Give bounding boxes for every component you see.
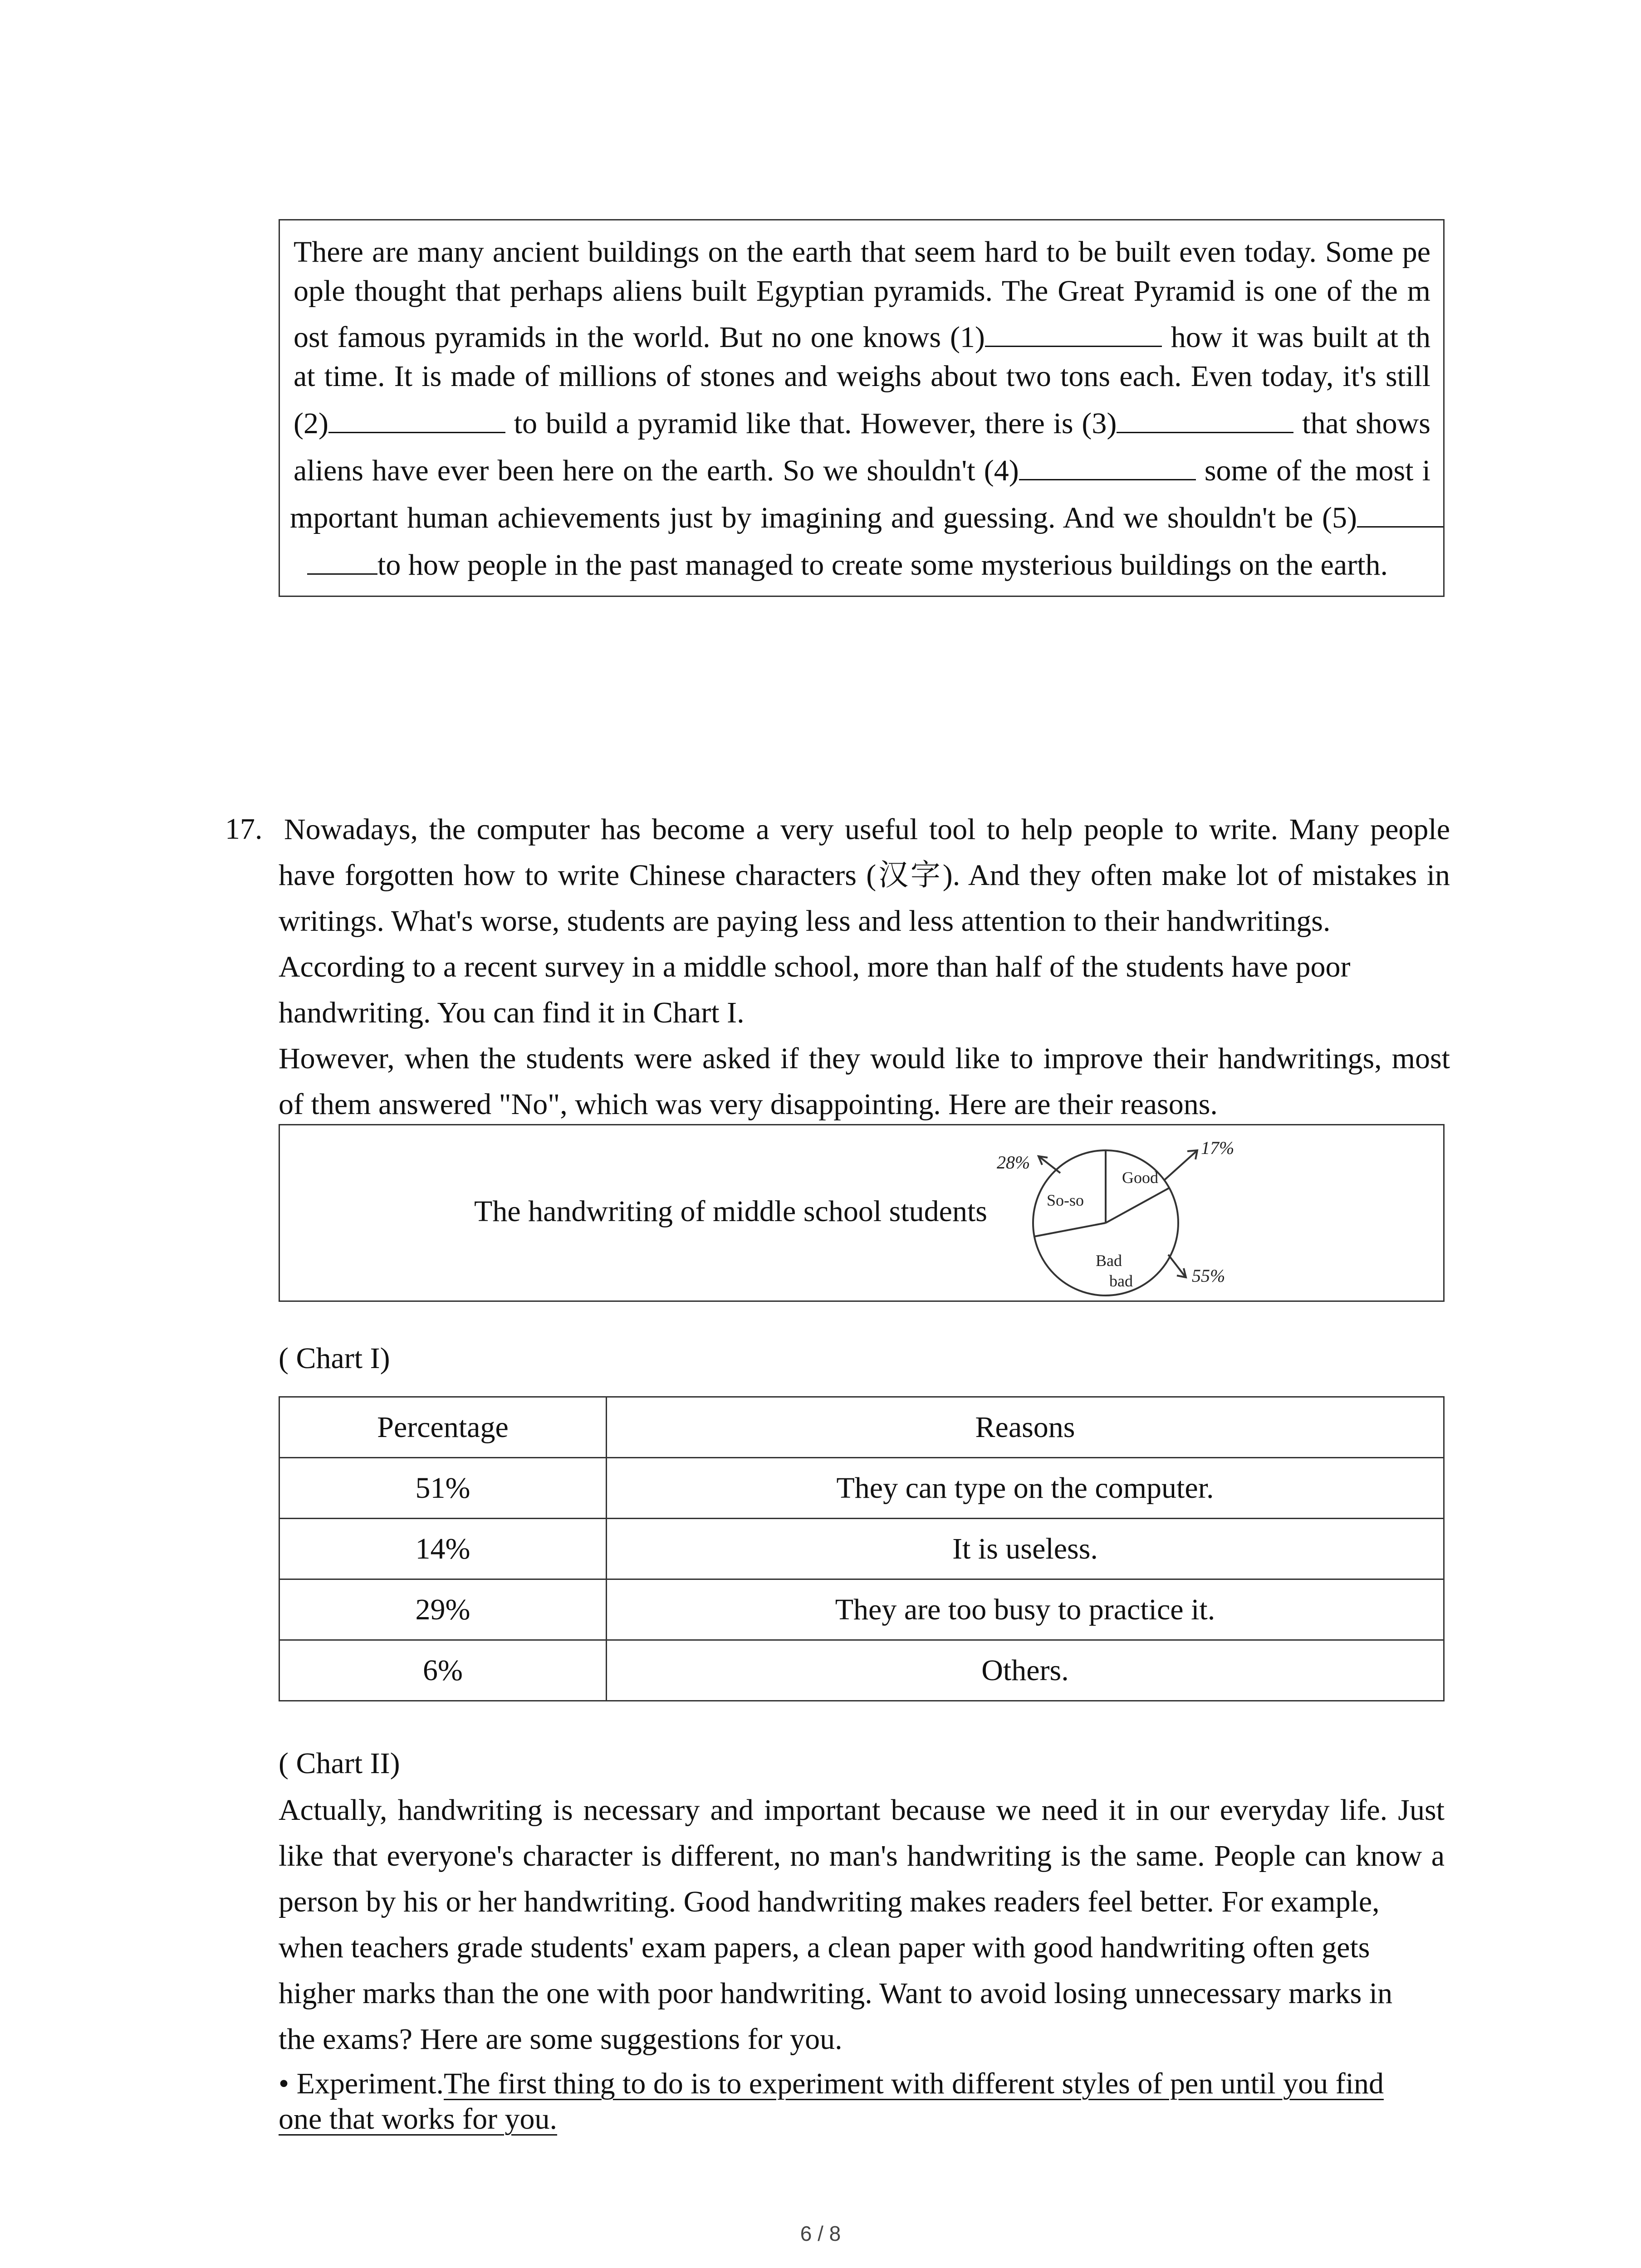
passage-box <box>279 219 1445 597</box>
cell-reason: It is useless. <box>607 1519 1444 1579</box>
reasons-table <box>279 1396 1445 1701</box>
closing-line: like that everyone's character is different, no man's handwriting is the same. People can know a <box>279 1839 1445 1872</box>
blank-4 <box>1019 449 1196 480</box>
passage-line: ople thought that perhaps aliens built Egyptian pyramids. The Great Pyramid is one of the m <box>294 274 1430 308</box>
chart-2-caption: ( Chart II) <box>279 1747 400 1780</box>
suggestion-underlined: one that works for you. <box>279 2102 558 2136</box>
question-intro <box>279 807 1450 1127</box>
intro-line: writings. What's worse, students are paying less and less attention to their handwritings. <box>279 904 1331 938</box>
closing-line: Actually, handwriting is necessary and important because we need it in our everyday life. Just <box>279 1794 1445 1827</box>
cell-percentage: 14% <box>279 1519 607 1579</box>
closing-line: when teachers grade students' exam papers, a clean paper with good handwriting often gets <box>279 1931 1370 1964</box>
blank-3 <box>1117 402 1293 433</box>
intro-line: According to a recent survey in a middle school, more than half of the students have poor <box>279 950 1351 983</box>
passage-line <box>294 447 1430 494</box>
suggestion-line <box>279 2101 1445 2140</box>
passage-line: at time. It is made of millions of stones and weighs about two tons each. Even today, it's still <box>294 360 1430 393</box>
passage-text: to how people in the past managed to create some mysterious buildings on the earth. <box>377 548 1388 582</box>
slice-bad-percent: 55% <box>1192 1266 1225 1286</box>
blank-5 <box>1357 496 1443 528</box>
blank-2 <box>328 402 505 433</box>
header-reasons: Reasons <box>607 1397 1444 1458</box>
slice-so-so-percent: 28% <box>997 1152 1030 1173</box>
passage-text: aliens have ever been here on the earth. So we shouldn't (4) <box>294 454 1019 487</box>
closing-paragraph <box>279 1787 1445 2140</box>
slice-bad-label: Bad <box>1096 1251 1122 1270</box>
slice-so-so-label: So-so <box>1047 1191 1084 1209</box>
chart-1-caption: ( Chart I) <box>279 1342 390 1375</box>
passage-line: There are many ancient buildings on the earth that seem hard to be built even today. Some pe <box>294 235 1430 269</box>
table-row <box>279 1519 1444 1579</box>
passage-text: (2) <box>294 407 328 440</box>
intro-line: Nowadays, the computer has become a very useful tool to help people to write. Many people <box>284 813 1450 846</box>
chart-title: The handwriting of middle school students <box>474 1195 987 1228</box>
closing-line: the exams? Here are some suggestions for you. <box>279 2023 843 2056</box>
blank-1 <box>985 316 1162 347</box>
question-number: 17. <box>225 812 263 846</box>
passage-line <box>294 400 1430 447</box>
chart-1-box <box>279 1124 1445 1302</box>
table-row <box>279 1579 1444 1640</box>
blank-5-continued <box>307 543 377 575</box>
header-percentage: Percentage <box>279 1397 607 1458</box>
cell-percentage: 29% <box>279 1579 607 1640</box>
closing-line: person by his or her handwriting. Good handwriting makes readers feel better. For example, <box>279 1885 1380 1918</box>
slice-good-label: Good <box>1122 1168 1158 1187</box>
passage-text: that shows <box>1293 407 1430 440</box>
slice-bad-extra-label: bad <box>1109 1272 1133 1290</box>
cell-reason: Others. <box>607 1640 1444 1701</box>
passage-text: to build a pyramid like that. However, there is (3) <box>505 407 1117 440</box>
arrow-so-so <box>1040 1157 1060 1173</box>
closing-line: higher marks than the one with poor handwriting. Want to avoid losing unnecessary marks in <box>279 1977 1393 2010</box>
table-row <box>279 1640 1444 1701</box>
slice-good-percent: 17% <box>1201 1138 1234 1158</box>
intro-line: handwriting. You can find it in Chart I. <box>279 996 745 1029</box>
passage-text: how it was built at th <box>1161 321 1430 354</box>
cell-reason: They are too busy to practice it. <box>607 1579 1444 1640</box>
page-number: 6 / 8 <box>800 2222 841 2245</box>
pie-chart <box>951 1132 1269 1300</box>
table-row <box>279 1458 1444 1519</box>
intro-line: have forgotten how to write Chinese characters (汉字). And they often make lot of mistakes in <box>279 859 1450 892</box>
passage-line <box>307 542 1430 589</box>
table-header-row <box>279 1397 1444 1458</box>
suggestion-line <box>279 2062 1445 2101</box>
pie-slice-boundary-1 <box>1106 1188 1169 1223</box>
cell-reason: They can type on the computer. <box>607 1458 1444 1519</box>
cell-percentage: 6% <box>279 1640 607 1701</box>
cell-percentage: 51% <box>279 1458 607 1519</box>
passage-text: some of the most i <box>1195 454 1430 487</box>
arrow-good <box>1165 1151 1196 1180</box>
suggestion-underlined: The first thing to do is to experiment with different styles of pen until you find <box>444 2067 1384 2100</box>
intro-line: of them answered "No", which was very disappointing. Here are their reasons. <box>279 1088 1218 1121</box>
passage-text: ost famous pyramids in the world. But no one knows (1) <box>294 321 985 354</box>
pie-slice-boundary-2 <box>1034 1223 1106 1237</box>
suggestion-prefix: • Experiment. <box>279 2067 444 2100</box>
passage-text: mportant human achievements just by imagining and guessing. And we shouldn't be (5) <box>290 501 1357 534</box>
arrow-bad <box>1168 1255 1185 1276</box>
intro-line: However, when the students were asked if they would like to improve their handwritings, most <box>279 1042 1450 1075</box>
passage-line <box>290 494 1443 542</box>
